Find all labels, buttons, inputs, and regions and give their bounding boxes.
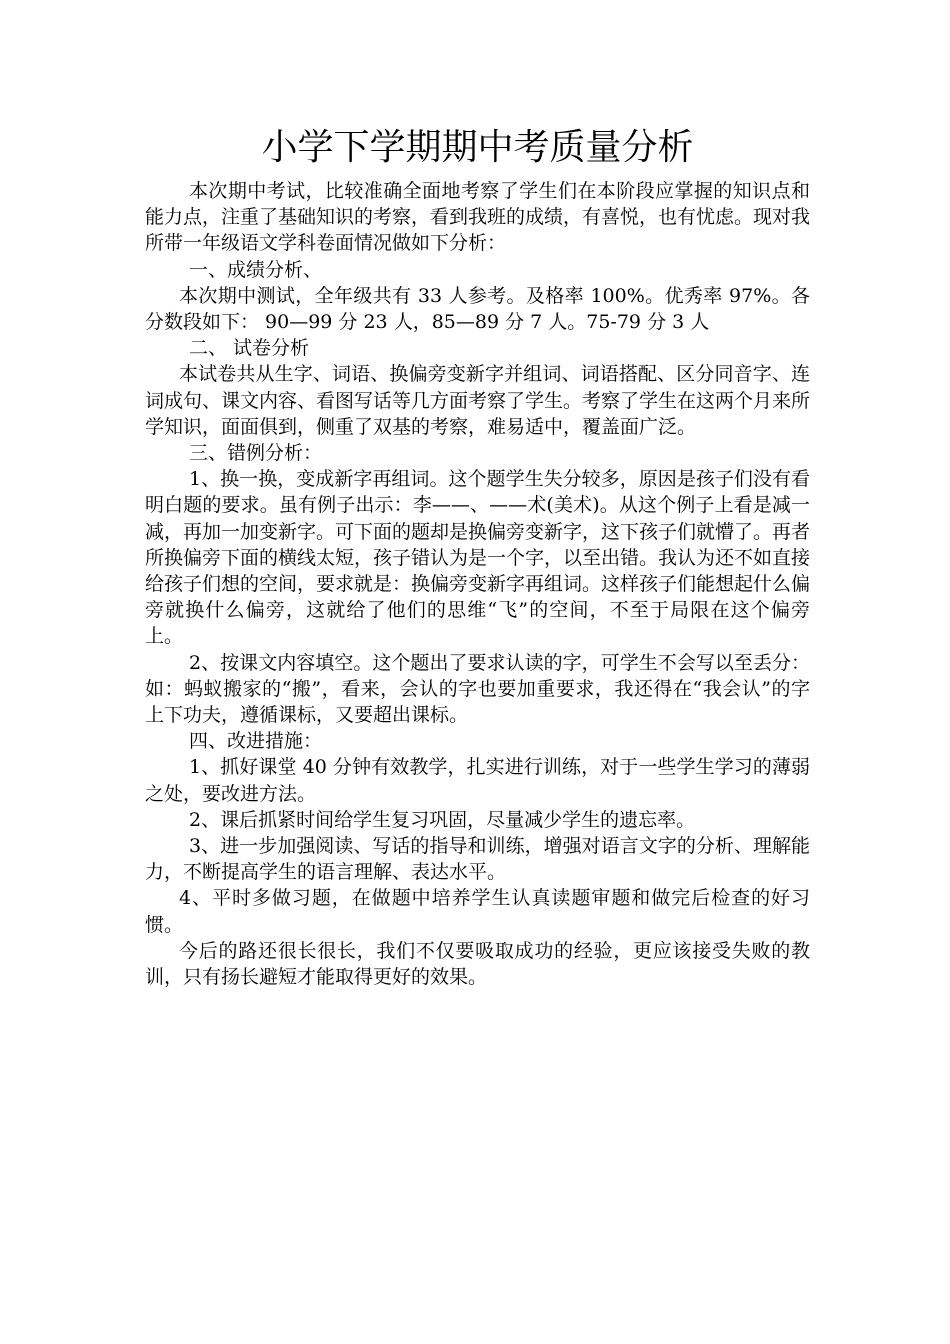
section-heading-error-analysis: 三、错例分析： <box>189 442 323 465</box>
improvement-item-2: 2、课后抓紧时间给学生复习巩固，尽量减少学生的遗忘率。 <box>189 808 696 831</box>
intro-paragraph: 本次期中考试，比较准确全面地考察了学生们在本阶段应掌握的知识点和能力点，注重了基础知识的考察，看到我班的成绩，有喜悦，也有忧虑。现对我所带一年级语文学科卷面情况做如下分析： <box>145 180 811 255</box>
paper-analysis-paragraph: 本试卷共从生字、词语、换偏旁变新字并组词、词语搭配、区分同音字、连词成句、课文内容、看图写话等几方面考察了学生。考察了学生在这两个月来所学知识，面面俱到，侧重了双基的考察，难易适中，覆盖面广泛。 <box>145 363 811 438</box>
error-analysis-item-1: 1、换一换，变成新字再组词。这个题学生失分较多，原因是孩子们没有看明白题的要求。虽有例子出示：李——、——术(美术)。从这个例子上看是减一减，再加一加变新字。可下面的题却是换偏旁变新字，这下孩子们就懵了。再者所换偏旁下面的横线太短，孩子错认为是一个字，以至出错。我认为还不如直接给孩子们想的空间，要求就是：换偏旁变新字再组词。这样孩子们能想起什么偏旁就换什么偏旁，这就给了他们的思维“飞”的空间，不至于局限在这个偏旁上。 <box>145 468 811 648</box>
improvement-item-3: 3、进一步加强阅读、写话的指导和训练，增强对语言文字的分析、理解能力，不断提高学生的语言理解、表达水平。 <box>145 835 810 884</box>
section-heading-improvement: 四、改进措施： <box>189 730 323 753</box>
improvement-item-4: 4、平时多做习题，在做题中培养学生认真读题审题和做完后检查的好习惯。 <box>145 887 810 936</box>
document-page <box>145 118 810 990</box>
section-heading-score-analysis: 一、成绩分析、 <box>189 258 323 281</box>
closing-paragraph: 今后的路还很长很长，我们不仅要吸取成功的经验，更应该接受失败的教训，只有扬长避短才能取得更好的效果。 <box>145 939 810 989</box>
document-title: 小学下学期期中考质量分析 <box>261 127 694 168</box>
section-heading-paper-analysis: 二、 试卷分析 <box>189 337 310 360</box>
score-analysis-paragraph: 本次期中测试，全年级共有 33 人参考。及格率 100%。优秀率 97%。各分数段如下： 90—99 分 23 人，85—89 分 7 人。75-79 分 3 人 <box>145 284 810 334</box>
improvement-item-1: 1、抓好课堂 40 分钟有效教学，扎实进行训练，对于一些学生学习的薄弱之处，要改进方法。 <box>145 756 810 805</box>
error-analysis-item-2: 2、按课文内容填空。这个题出了要求认读的字，可学生不会写以至丢分：如：蚂蚁搬家的“搬”，看来，会认的字也要加重要求，我还得在“我会认”的字上下功夫，遵循课标，又要超出课标。 <box>145 651 810 727</box>
